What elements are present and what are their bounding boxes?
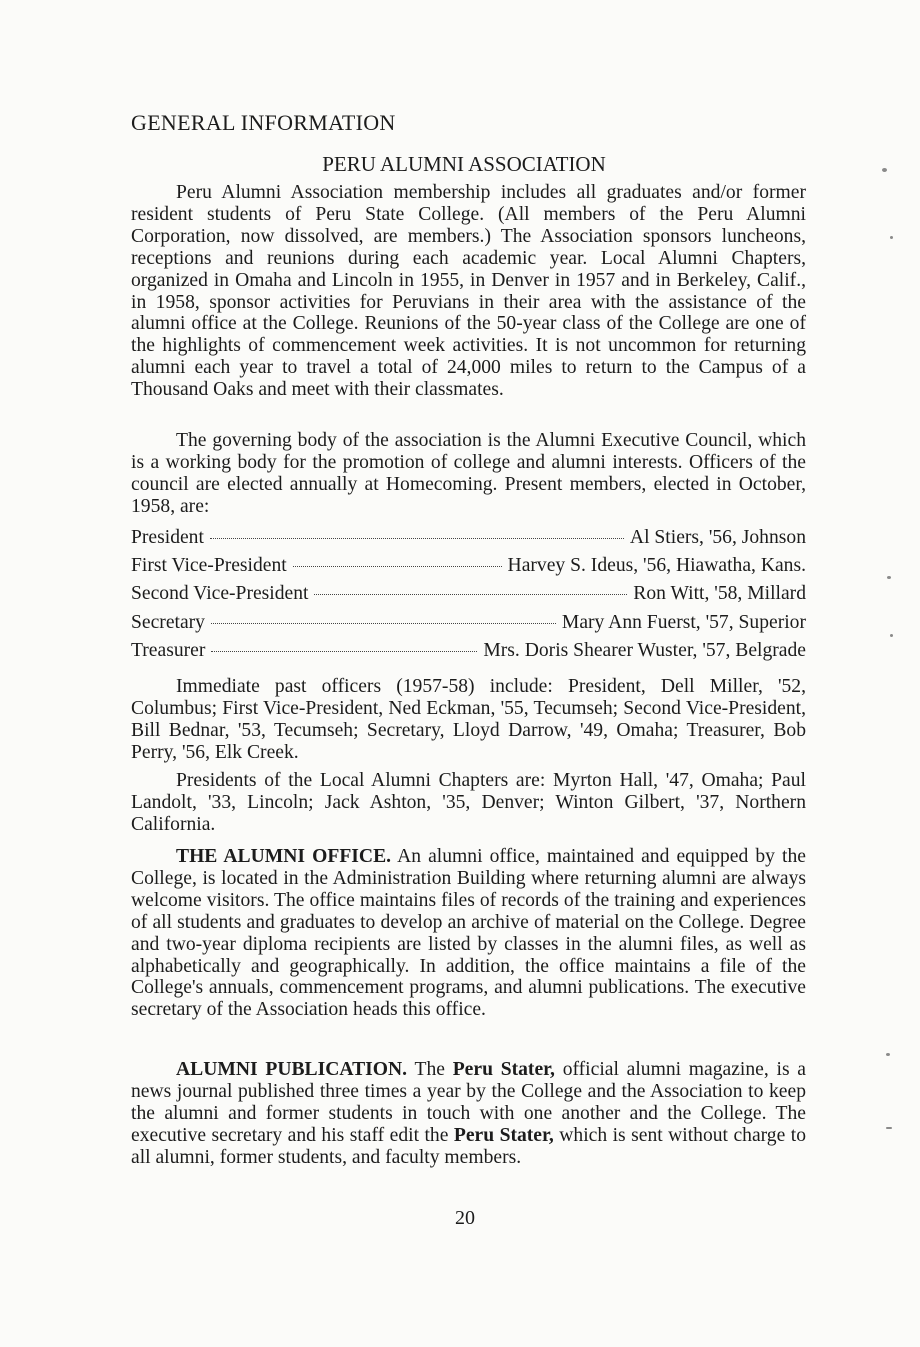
- scan-speck: [887, 576, 891, 579]
- scan-speck: [890, 634, 893, 637]
- officer-role: Treasurer: [131, 639, 206, 661]
- alumni-office-text: An alumni office, maintained and equipped by the College, is located in the Administration Building where returning alumni are always welcome visitors. The office maintains files of records of the training and experiences of all students and graduates to develop an archive of material on the College. Degree and two-year diploma recipients are listed by classes in the alumni files, as well as alphabetically and geographically. In addition, the office maintains a file of the College's annuals, commencement programs, and alumni publications. The executive secretary of the Association heads this office.: [131, 846, 806, 1021]
- scan-speck: [886, 1127, 892, 1129]
- paragraph-past-officers: [131, 676, 806, 764]
- officer-row: [131, 527, 806, 555]
- paragraph-text: Immediate past officers (1957-58) include: President, Dell Miller, '52, Columbus; First Vice-President, Ned Eckman, '55, Tecumseh; Second Vice-President, Bill Bednar, '53, Tecumseh; Secretary, Lloyd Darrow, '49, Omaha; Treasurer, Bob Perry, '56, Elk Creek.: [131, 676, 806, 763]
- publication-text-c: which is sent without charge to all alumni, former students, and faculty members.: [131, 1124, 806, 1168]
- paragraph-text: Presidents of the Local Alumni Chapters are: Myrton Hall, '47, Omaha; Paul Landolt, '33, Lincoln; Jack Ashton, '35, Denver; Winton Gilbert, '37, Northern California.: [131, 770, 806, 835]
- scan-speck: [886, 1053, 890, 1056]
- officer-name: Mrs. Doris Shearer Wuster, '57, Belgrade: [483, 639, 806, 661]
- officer-role: Secretary: [131, 611, 205, 633]
- publication-text-b: official alumni magazine, is a news journal published three times a year by the College and the Association to keep the alumni and former students in touch with one another and the College. The executive secretary and his staff edit the: [131, 1059, 806, 1146]
- publication-text-a: The: [414, 1059, 445, 1080]
- scan-speck: [890, 236, 893, 239]
- officers-list: [131, 527, 806, 668]
- alumni-office-heading: THE ALUMNI OFFICE.: [176, 846, 392, 867]
- paragraph-governing-body: [131, 430, 806, 518]
- publication-name: Peru Stater,: [452, 1059, 555, 1080]
- officer-row: [131, 612, 806, 640]
- paragraph-text: [131, 1059, 806, 1169]
- dot-leader: [210, 538, 624, 539]
- dot-leader: [211, 623, 556, 624]
- officer-name: Harvey S. Ideus, '56, Hiawatha, Kans.: [507, 555, 806, 577]
- dot-leader: [314, 594, 627, 595]
- officer-role: Second Vice-President: [131, 583, 309, 605]
- publication-name: Peru Stater,: [453, 1124, 554, 1146]
- section-header: GENERAL INFORMATION: [131, 110, 396, 135]
- scan-speck: [882, 168, 887, 172]
- paragraph-text: The governing body of the association is the Alumni Executive Council, which is a working body for the promotion of college and alumni interests. Officers of the council are elected annually at Homecoming. Present members, elected in October, 1958, are:: [131, 430, 806, 517]
- dot-leader: [211, 651, 477, 652]
- page-number: 20: [455, 1207, 475, 1229]
- article-title: PERU ALUMNI ASSOCIATION: [322, 152, 606, 176]
- paragraph-text: Peru Alumni Association membership includes all graduates and/or former resident students of Peru State College. (All members of the Peru Alumni Corporation, now dissolved, are members.) The Association sponsors luncheons, receptions and reunions during each academic year. Local Alumni Chapters, organized in Omaha and Lincoln in 1955, in Denver in 1957 and in Berkeley, Calif., in 1958, sponsor activities for Peruvians in their area with the assistance of the alumni office at the College. Reunions of the 50-year class of the College are one of the highlights of commencement week activities. It is not uncommon for returning alumni each year to travel a total of 24,000 miles to return to the Campus of a Thousand Oaks and meet with their classmates.: [131, 182, 806, 401]
- alumni-publication-heading: ALUMNI PUBLICATION.: [176, 1059, 408, 1080]
- officer-role: President: [131, 527, 204, 548]
- paragraph-membership: [131, 182, 806, 401]
- officer-row: [131, 583, 806, 611]
- officer-row: [131, 640, 806, 668]
- paragraph-alumni-office: [131, 846, 806, 1021]
- officer-row: [131, 555, 806, 583]
- paragraph-alumni-publication: [131, 1059, 806, 1169]
- dot-leader: [293, 566, 502, 567]
- officer-role: First Vice-President: [131, 555, 287, 577]
- paragraph-text: [131, 846, 806, 1021]
- officer-name: Ron Witt, '58, Millard: [633, 583, 806, 605]
- officer-name: Al Stiers, '56, Johnson: [629, 527, 806, 548]
- paragraph-chapter-presidents: [131, 770, 806, 836]
- officer-name: Mary Ann Fuerst, '57, Superior: [561, 611, 806, 633]
